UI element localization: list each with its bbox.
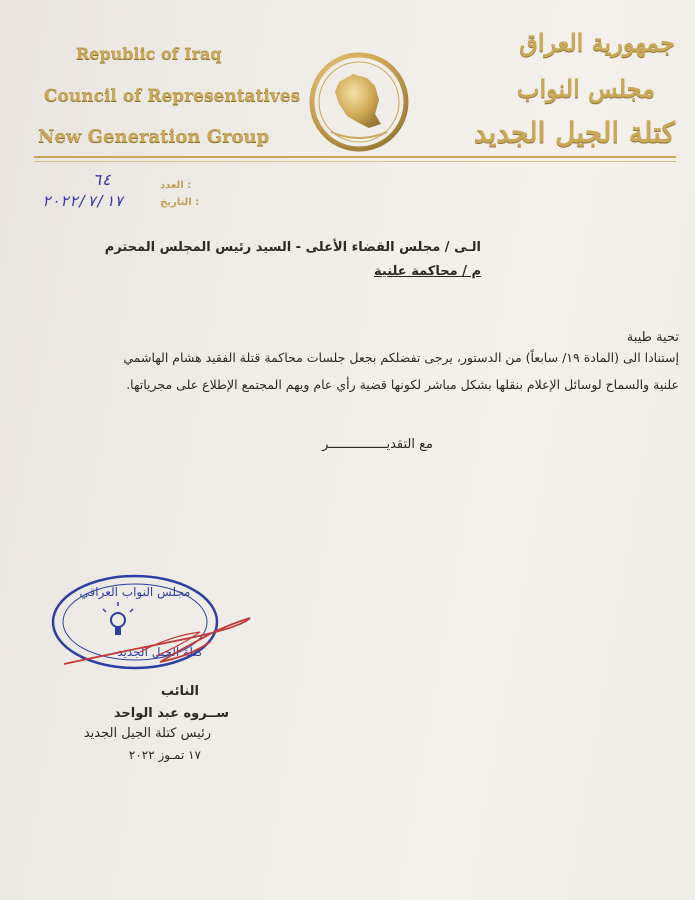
letterhead-ar-group: كتلة الجيل الجديد xyxy=(473,116,675,149)
letterhead-en-council: Council of Representatives xyxy=(44,86,301,106)
signatory-position: رئيس كتلة الجيل الجديد xyxy=(83,726,211,741)
iraq-map-emblem-icon xyxy=(309,52,409,152)
header-divider xyxy=(34,156,676,158)
handwritten-date: ٢٠٢٢/٧/١٧ xyxy=(42,192,124,210)
greeting: تحية طيبة xyxy=(626,330,679,345)
date-label: التاريخ : xyxy=(160,197,200,208)
letterhead-en-group: New Generation Group xyxy=(38,126,270,147)
letterhead-ar-republic: جمهورية العراق xyxy=(519,28,675,57)
stamp-bottom-text: كتلة الجيل الجديد xyxy=(117,645,203,659)
signatory-title: النائب xyxy=(160,684,199,699)
body-line-1: إستنادا الى (المادة ١٩/ سابعاً) من الدستور، يرجى تفضلكم بجعل جلسات محاكمة قتلة الفقيد هشام الهاشمي xyxy=(123,350,679,365)
stamp-top-text: مجلس النواب العراقي xyxy=(79,585,191,599)
subject-line: م / محاكمة علنية xyxy=(374,264,481,279)
body-line-2: علنية والسماح لوسائل الإعلام بنقلها بشكل مباشر لكونها قضية رأي عام ويهم المجتمع الإطلاع على مجرياتها. xyxy=(126,377,679,392)
signature-date: ١٧ تمـوز ٢٠٢٢ xyxy=(128,748,201,762)
header-divider-thin xyxy=(34,161,676,162)
signature-icon xyxy=(60,612,260,672)
letterhead-en-republic: Republic of Iraq xyxy=(76,44,222,63)
number-label: العدد : xyxy=(160,180,192,191)
closing: مع التقديـــــــــــــــر xyxy=(322,437,433,452)
handwritten-number: ٦٤ xyxy=(92,170,112,189)
letterhead-ar-council: مجلس النواب xyxy=(516,74,655,103)
signatory-name: ســروه عبد الواحد xyxy=(113,706,229,721)
recipient-line: الـى / مجلس القضاء الأعلى - السيد رئيس المجلس المحترم xyxy=(104,240,481,255)
